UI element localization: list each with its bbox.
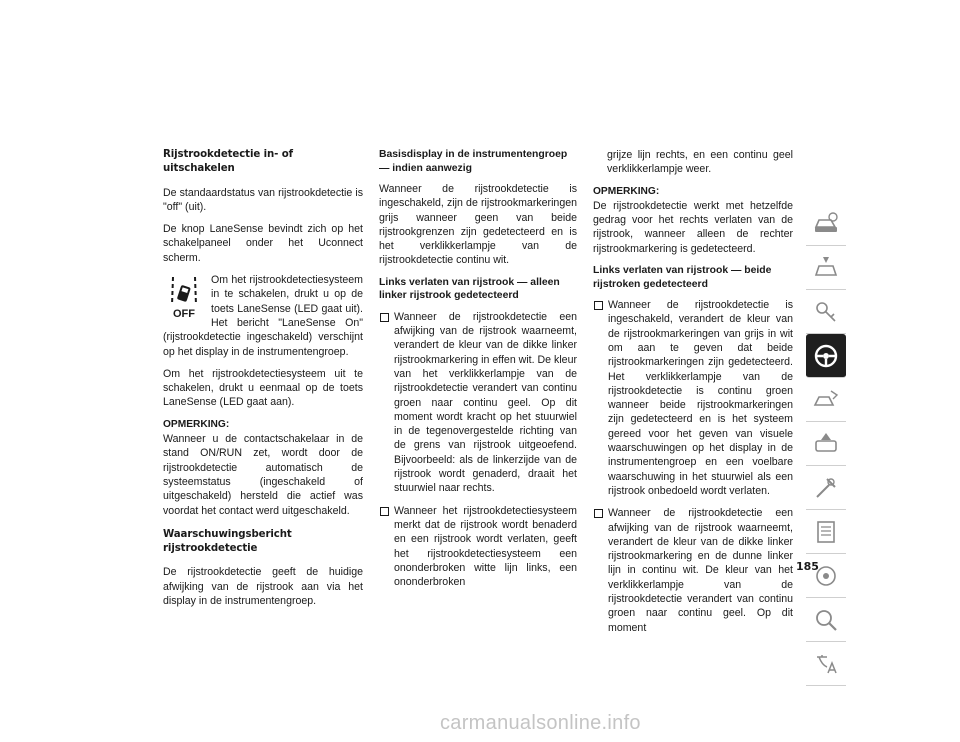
service-tools-icon — [811, 473, 841, 503]
paragraph-default-status: De standaardstatus van rijstrookdetectie is "off" (uit). — [163, 186, 363, 213]
paragraph-disable-instructions: Om het rijstrookdetectiesysteem uit te schakelen, drukt u eenmaal op de toets LaneSense (LED gaat aan). — [163, 367, 363, 409]
bullet-item — [593, 506, 793, 635]
car-info-icon — [811, 209, 841, 239]
bullet-text: Wanneer de rijstrookdetectie een afwijking van de rijstrook waarneemt, verandert de kleur van de dikke linker rijstrookmarkering in effen wit. De kleur van het verklikkerlampje van de rijstrookdetectie verandert van continu groen naar continu geel. Op dit moment wordt kracht op het stuurwiel in de tegenovergestelde richting van de grens van rijstrook uitgeoefend. Bijvoorbeeld: als de linkerzijde van de rijstrook wordt genaderd, draait het stuurwiel naar rechts. — [394, 310, 577, 495]
subheading-basic-display: Basisdisplay in de instrumentengroep — indien aanwezig — [379, 149, 568, 174]
chapter-tab-driving[interactable] — [806, 334, 846, 378]
chapter-tab-specifications[interactable] — [806, 510, 846, 554]
checkbox-bullet-icon — [380, 313, 389, 322]
note-label: OPMERKING: — [163, 418, 230, 430]
chapter-tab-keys[interactable] — [806, 290, 846, 334]
bullet-text: Wanneer de rijstrookdetectie is ingeschakeld, verandert de kleur van de rijstrookmarkeringen van grijs in wit om aan te geven dat beide rijstrookmarkeringen zijn gedetecteerd. Het verklikkerlampje van de rijstrookdetectie is continu groen wanneer beide rijstrookmarkeringen zijn gedetecteerd en is het systeem gereed voor het geven van visuele waarschuwingen op het display in de instrumentengroep en een voelbare waarschuwing in het stuurwiel als een rijstrook onbedoeld wordt verlaten. — [608, 299, 793, 497]
bullet-item — [379, 504, 577, 590]
steering-wheel-icon — [811, 341, 841, 371]
note-text: De rijstrookdetectie werkt met hetzelfde gedrag voor het rechts verlaten van de rijstrook, wanneer alleen de rechter rijstrookmarkering is gedetecteerd. — [593, 199, 793, 255]
watermark: carmanualsonline.info — [440, 712, 641, 734]
chapter-tab-index[interactable] — [806, 598, 846, 642]
chapter-tab-language[interactable] — [806, 642, 846, 686]
warning-car-icon — [811, 429, 841, 459]
lanesense-paragraph — [163, 273, 363, 359]
section-heading-warning: Waarschuwingsbericht rijstrookdetectie — [163, 528, 292, 555]
checkbox-bullet-icon — [380, 507, 389, 516]
subheading-both-lanes: Links verlaten van rijstrook — beide rijstroken gedetecteerd — [593, 265, 772, 290]
car-keys-icon — [811, 297, 841, 327]
note-label: OPMERKING: — [593, 185, 660, 197]
lanesense-off-icon — [169, 275, 199, 321]
checkbox-bullet-icon — [594, 301, 603, 310]
checkbox-bullet-icon — [594, 509, 603, 518]
paragraph-button-location: De knop LaneSense bevindt zich op het schakelpaneel onder het Uconnect scherm. — [163, 223, 363, 264]
bullet-item — [593, 298, 793, 498]
column-2 — [379, 148, 577, 597]
note-text: Wanneer u de contactschakelaar in de stand ON/RUN zet, wordt door de rijstrookdetectie automatisch de systeemstatus (ingeschakeld of uitgeschakeld) hersteld die actief was voordat het contact werd uitgeschakeld. — [163, 433, 363, 517]
chapter-tab-warning[interactable] — [806, 422, 846, 466]
paragraph-basic-display: Wanneer de rijstrookdetectie is ingeschakeld, zijn de rijstrookmarkeringen grijs wanneer geen van beide rijstrookgrenzen zijn gedetecteerd en is het verklikkerlampje van de rijstrookdetectie continu wit. — [379, 183, 577, 267]
section-heading-enable: Rijstrookdetectie in- of uitschakelen — [163, 149, 293, 175]
chapter-tab-dashboard[interactable] — [806, 246, 846, 290]
bullet-text: Wanneer de rijstrookdetectie een afwijking van de rijstrook waarneemt, verandert de kleur van de dikke linker rijstrookmarkering en de dunne linker lijn in continu wit. De kleur van het verklikkerlampje van de rijstrookdetectie verandert van continu groen naar continu geel. Op dit moment — [608, 507, 793, 634]
chapter-tabs — [806, 202, 846, 686]
column-1 — [163, 148, 363, 616]
dashboard-lights-icon — [811, 253, 841, 283]
index-search-icon — [811, 605, 841, 635]
page-number: 185 — [796, 560, 819, 573]
specifications-icon — [811, 517, 841, 547]
bullet-item — [379, 310, 577, 496]
paragraph-enable-instructions: Om het rijstrookdetectiesysteem in te schakelen, drukt u op de toets LaneSense (LED gaat uit). Het bericht "LaneSense On" (rijstrookdetectie ingeschakeld) verschijnt op het display in de instrumentengroep. — [163, 274, 363, 358]
chapter-tab-emergency[interactable] — [806, 378, 846, 422]
chapter-tab-service[interactable] — [806, 466, 846, 510]
subheading-left-only: Links verlaten van rijstrook — alleen linker rijstrook gedetecteerd — [379, 276, 560, 302]
bullet-continuation: grijze lijn rechts, en een continu geel verklikkerlampje weer. — [607, 149, 793, 176]
car-crash-icon — [811, 385, 841, 415]
column-3 — [593, 148, 793, 643]
chapter-tab-car-info[interactable] — [806, 202, 846, 246]
language-icon — [811, 649, 841, 679]
paragraph-warning-info: De rijstrookdetectie geeft de huidige afwijking van de rijstrook aan via het display in de instrumentengroep. — [163, 566, 363, 608]
bullet-text: Wanneer het rijstrookdetectiesysteem merkt dat de rijstrook wordt benaderd en een rijstrook wordt verlaten, geeft het rijstrookdetectiesysteem een ononderbroken witte lijn links, een ononderbroken — [394, 504, 577, 589]
lanesense-off-label: OFF — [173, 307, 195, 320]
